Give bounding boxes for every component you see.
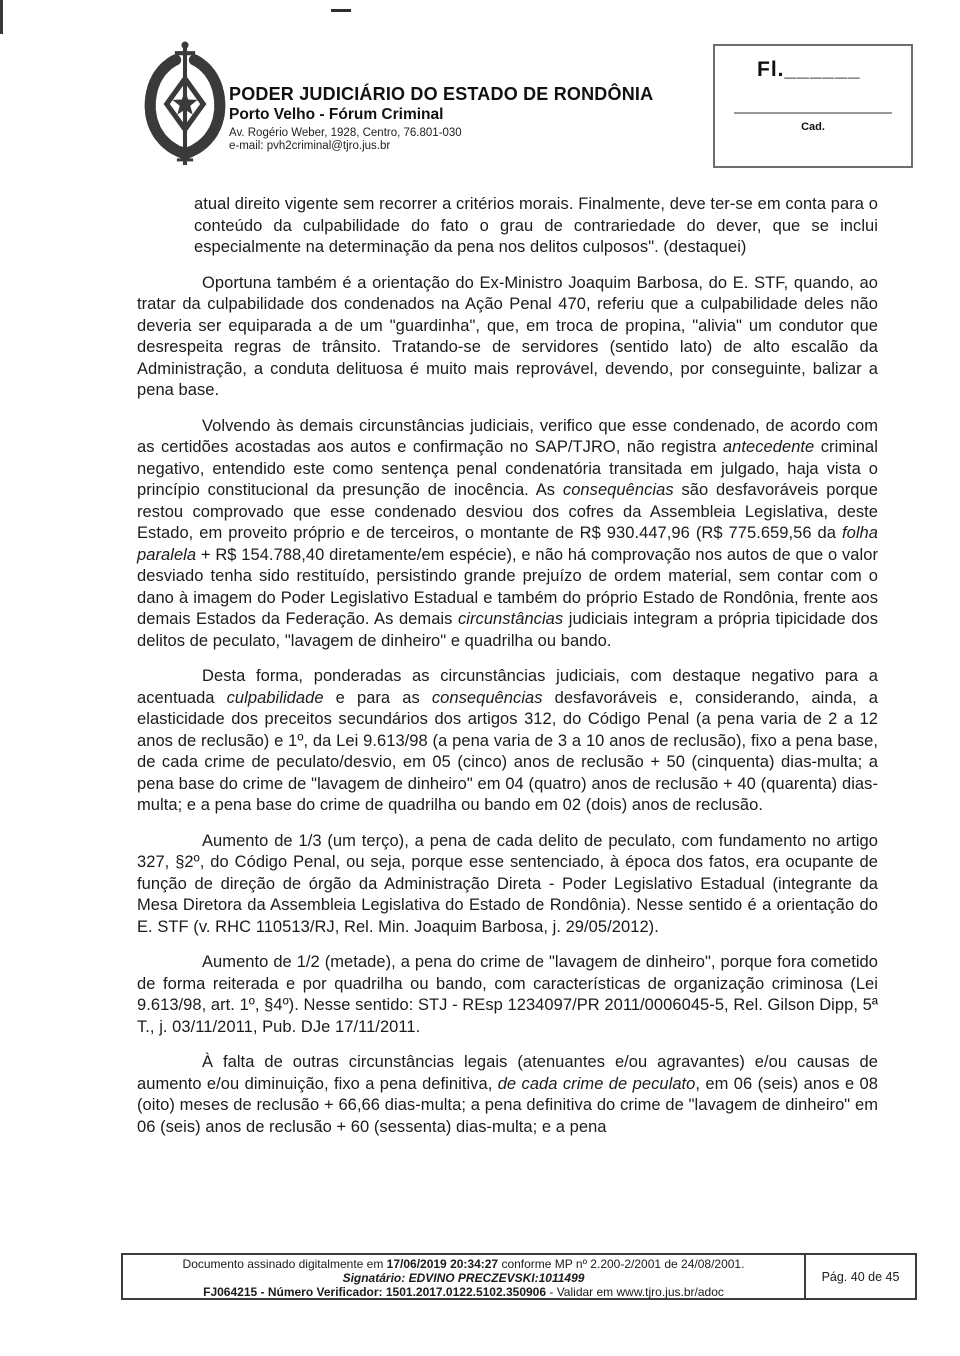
text-run: culpabilidade — [226, 688, 324, 707]
cad-label: Cad. — [801, 121, 825, 133]
text-run: + R$ 154.788,40 diretamente/em espécie), e não há comprovação nos autos de que o valor desviado tenha sido restituído, persistindo grande prejuízo de ordem material, sem contar com o dano à imagem do Poder Legislativo Estadual e também do próprio Estado de Rondônia, frente aos demais Estados da Federação. As demais — [137, 545, 878, 628]
org-email: e-mail: pvh2criminal@tjro.jus.br — [229, 140, 391, 153]
text-run: Volvendo às demais circunstâncias judiciais, verifico que esse condenado, de acordo com as certidões acostadas aos autos e confirmação no SAP/TJRO, não registra — [137, 416, 878, 456]
text-run: judiciais integram a própria tipicidade dos delitos de peculato, "lavagem de dinheiro" e quadrilha ou bando. — [137, 610, 879, 650]
signature-line — [123, 1285, 804, 1299]
signature-footer — [121, 1253, 917, 1300]
folio-box — [713, 44, 913, 168]
text-run: Desta forma, ponderadas as circunstâncias judiciais, com destaque negativo para a acentuada — [137, 667, 878, 707]
paragraph — [137, 952, 878, 1038]
text-run: Oportuna também é a orientação do Ex-Ministro Joaquim Barbosa, do E. STF, quando, ao tratar da culpabilidade dos condenados na Ação Penal 470, referiu que a culpabilidade deles não deveria ser equiparada a de um "guardinha", que, em troca de propina, "alivia" um condutor que desrespeita regras de trânsito. Tratando-se de servidores (sentido lato) de alto escalão da Administração, a conduta delituosa é muito mais reprovável, devendo, por conseguinte, balizar a pena base. — [137, 273, 878, 399]
text-run: de cada crime de peculato — [497, 1074, 696, 1093]
text-run: À falta de outras circunstâncias legais (atenuantes e/ou agravantes) e/ou causas de aumento e/ou diminuição, fixo a pena definitiva, — [137, 1053, 878, 1093]
signature-text — [123, 1255, 806, 1298]
paragraph — [137, 1052, 878, 1138]
text-run: conforme MP nº 2.200-2/2001 de 24/08/2001. — [498, 1257, 745, 1271]
paragraph — [137, 273, 878, 402]
text-run: criminal negativo, entendido este como sentença penal condenatória transitada em julgado, haja vista o princípio constitucional da presunção de inocência. As — [137, 438, 878, 499]
text-run: antecedente — [722, 438, 815, 456]
text-run: 17/06/2019 20:34:27 — [386, 1257, 499, 1271]
text-run: folha paralela — [137, 524, 878, 564]
text-run: circunstâncias — [457, 610, 564, 628]
org-address: Av. Rogério Weber, 1928, Centro, 76.801-030 — [229, 127, 462, 140]
text-run: desfavoráveis e, considerando, ainda, a elasticidade dos preceitos secundários dos artigos 312, do Código Penal (a pena varia de 2 a 12 anos de reclusão) e 1º, da Lei 9.613/98 (a pena varia de 3 a 10 anos de reclusão), fixo a pena base, de cada crime de peculato/desvio, em 05 (cinco) anos de reclusão + 50 (cinquenta) dias-multa; a pena base do crime de "lavagem de dinheiro" em 04 (quatro) anos de reclusão + 40 (quarenta) dias-multa; e a pena base do crime de quadrilha ou bando em 02 (dois) anos de reclusão. — [137, 688, 879, 814]
text-run: Aumento de 1/2 (metade), a pena do crime de "lavagem de dinheiro", porque fora cometido de forma reiterada e por quadrilha ou bando, com características de organização criminosa (Lei 9.613/98, art. 1º, §4º). Nesse sentido: STJ - REsp 1234097/PR 2011/0006045-5, Rel. Gilson Dipp, 5ª T., j. 03/11/2011, Pub. DJe 17/11/2011. — [137, 953, 878, 1036]
text-run: atual direito vigente sem recorrer a critérios morais. Finalmente, deve ter-se em conta para o conteúdo da culpabilidade do fato o grau de contrariedade do dever, que se inclui especialmente na determinação da pena nos delitos culposos". (destaquei) — [194, 195, 878, 256]
scan-artifact-edge — [0, 0, 3, 34]
text-run: são desfavoráveis porque restou comprovado que esse condenado desviou dos cofres da Assembleia Legislativa, deste Estado, em proveito próprio e de terceiros, o montante de R$ 930.447,96 (R$ 775.659,56 da — [137, 481, 878, 542]
letterhead — [229, 85, 653, 152]
document-body — [137, 194, 878, 1152]
folio-label: Fl.______ — [757, 58, 861, 81]
text-run: e para as — [323, 688, 432, 707]
paragraph — [194, 194, 878, 259]
text-run: consequências — [562, 481, 674, 499]
scan-artifact-dash — [331, 9, 351, 12]
paragraph — [137, 666, 878, 817]
text-run: consequências — [431, 688, 543, 707]
text-run: FJ064215 - Número Verificador: 1501.2017.0122.5102.350906 — [203, 1285, 547, 1300]
paragraph — [137, 831, 878, 939]
folio-divider — [734, 112, 892, 114]
text-run: Documento assinado digitalmente em — [182, 1257, 387, 1271]
rondonia-coat-of-arms-icon — [138, 40, 232, 168]
org-forum: Porto Velho - Fórum Criminal — [229, 105, 444, 123]
paragraph — [137, 416, 878, 653]
text-run: , em 06 (seis) anos e 08 (oito) meses de reclusão + 66,66 dias-multa; a pena definitiva do crime de "lavagem de dinheiro" em 06 (seis) anos de reclusão + 60 (sessenta) dias-multa; e a pena — [137, 1074, 878, 1136]
page-number: Pág. 40 de 45 — [821, 1269, 900, 1284]
text-run: Signatário: EDVINO PRECZEVSKI:1011499 — [342, 1271, 585, 1286]
signature-line — [123, 1271, 804, 1285]
signature-line — [123, 1257, 804, 1271]
text-run: Aumento de 1/3 (um terço), a pena de cada delito de peculato, com fundamento no artigo 327, §2º, do Código Penal, ou seja, porque esse sentenciado, à época dos fatos, era ocupante de função de direção de órgão da Administração Direta - Poder Legislativo Estadual (integrante da Mesa Diretora da Assembleia Legislativa do Estado de Rondônia). Nesse sentido é a orientação do E. STF (v. RHC 110513/RJ, Rel. Min. Joaquim Barbosa, j. 29/05/2012). — [137, 831, 878, 936]
text-run: - Validar em www.tjro.jus.br/adoc — [546, 1285, 724, 1300]
org-name: PODER JUDICIÁRIO DO ESTADO DE RONDÔNIA — [229, 84, 654, 104]
